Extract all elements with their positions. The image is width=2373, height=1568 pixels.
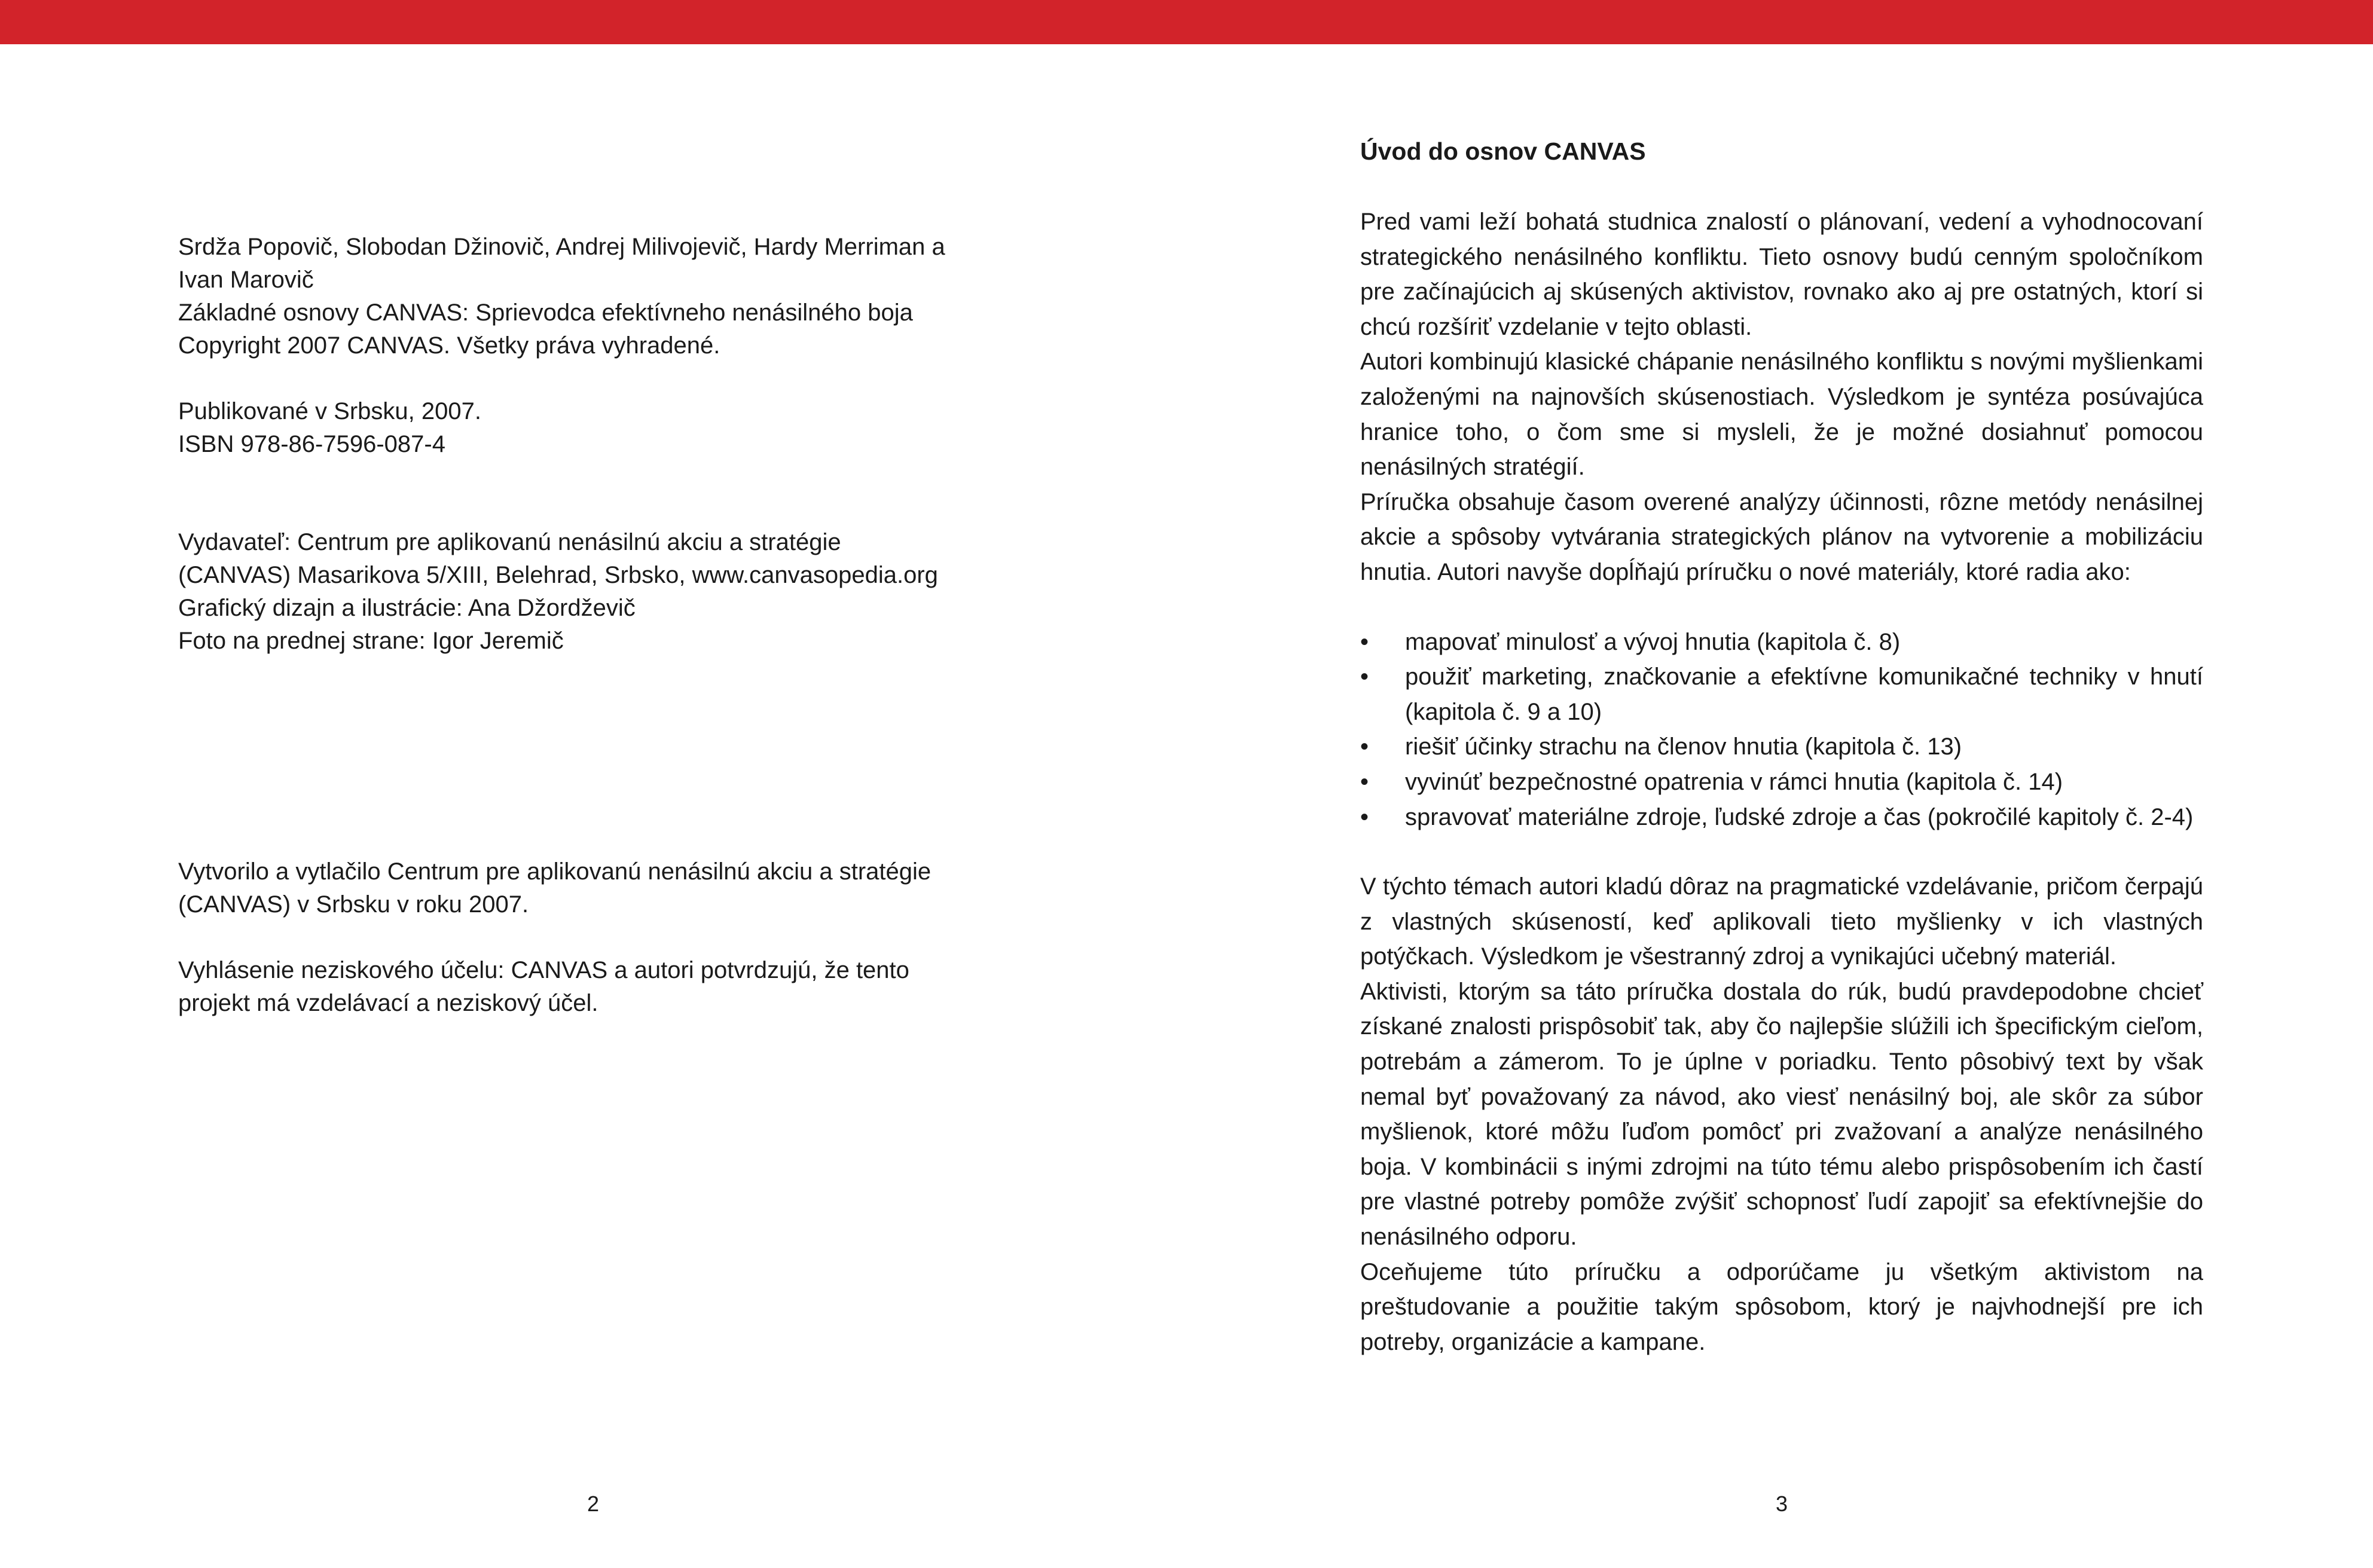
- copyright-line: Copyright 2007 CANVAS. Všetky práva vyhradené.: [178, 332, 720, 359]
- nonprofit-block: [178, 954, 1015, 1020]
- closing-paragraph-2: Aktivisti, ktorým sa táto príručka dostala do rúk, budú pravdepodobne chcieť získané znalosti prispôsobiť tak, aby čo najlepšie slúžili ich špecifickým cieľom, potrebám a zámerom. To je úplne v poriadku. Tento pôsobivý text by však nemal byť považovaný za návod, ako viesť nenásilný boj, ale skôr za súbor myšlienok, ktoré môžu ľuďom pomôcť pri zvažovaní a analýze nenásilného boja. V kombinácii s inými zdrojmi na túto tému alebo prispôsobením ich častí pre vlastné potreby pomôže zvýšiť schopnosť ľudí zapojiť sa efektívnejšie do nenásilného odporu.: [1360, 978, 2203, 1251]
- top-color-bar: [0, 0, 2373, 44]
- list-item-text: vyvinúť bezpečnostné opatrenia v rámci hnutia (kapitola č. 14): [1405, 768, 2063, 795]
- closing-paragraph-3: Oceňujeme túto príručku a odporúčame ju všetkým aktivistom na preštudovanie a použitie takým spôsobom, ktorý je najvhodnejší pre ich potreby, organizácie a kampane.: [1360, 1258, 2203, 1355]
- intro-article: [1360, 134, 2203, 1359]
- bullet-dot: •: [1360, 768, 1369, 795]
- nonprofit-line-2: projekt má vzdelávací a neziskový účel.: [178, 990, 598, 1016]
- publication-block: [178, 395, 1015, 461]
- bullet-dot: •: [1360, 803, 1369, 830]
- authors-block: [178, 231, 1015, 362]
- publisher-line-1: Vydavateľ: Centrum pre aplikovanú nenásilnú akciu a stratégie: [178, 529, 841, 555]
- intro-paragraph-3: Príručka obsahuje časom overené analýzy účinnosti, rôzne metódy nenásilnej akcie a spôsoby vytvárania strategických plánov na vytvorenie a mobilizáciu hnutia. Autori navyše dopĺňajú príručku o nové materiály, ktoré radia ako:: [1360, 488, 2203, 585]
- photo-credit-line: Foto na prednej strane: Igor Jeremič: [178, 628, 564, 654]
- design-credit-line: Grafický dizajn a ilustrácie: Ana Džordževič: [178, 595, 636, 621]
- left-page: [0, 44, 1186, 1568]
- authors-line-2: Ivan Marovič: [178, 267, 314, 293]
- closing-paragraph-1: V týchto témach autori kladú dôraz na pragmatické vzdelávanie, pričom čerpajú z vlastných skúseností, keď aplikovali tieto myšlienky v ich vlastných potýčkach. Výsledkom je všestranný zdroj a vynikajúci učebný materiál.: [1360, 873, 2203, 970]
- bullet-dot: •: [1360, 733, 1369, 760]
- intro-paragraph-2: Autori kombinujú klasické chápanie nenásilného konfliktu s novými myšlienkami založenými na najnovších skúsenostiach. Výsledkom je syntéza posúvajúca hranice toho, o čom sme si mysleli, že je možné dosiahnuť pomocou nenásilných stratégií.: [1360, 349, 2203, 481]
- printed-line-1: Vytvorilo a vytlačilo Centrum pre aplikovanú nenásilnú akciu a stratégie: [178, 858, 932, 885]
- page-number-right: 3: [1775, 1491, 1788, 1516]
- publisher-line-2: (CANVAS) Masarikova 5/XIII, Belehrad, Srbsko, www.canvasopedia.org: [178, 562, 938, 588]
- isbn-line: ISBN 978-86-7596-087-4: [178, 431, 445, 457]
- publisher-block: [178, 526, 1015, 658]
- list-item: [1360, 765, 2203, 800]
- section-heading: Úvod do osnov CANVAS: [1360, 137, 1646, 165]
- bullet-dot: •: [1360, 664, 1369, 690]
- right-page: [1186, 44, 2373, 1568]
- topics-list: [1360, 625, 2203, 835]
- authors-line-1: Srdža Popovič, Slobodan Džinovič, Andrej Milivojevič, Hardy Merriman a: [178, 234, 945, 260]
- bullet-dot: •: [1360, 628, 1369, 655]
- list-item-text: použiť marketing, značkovanie a efektívne komunikačné techniky v hnutí (kapitola č. 9 a 10): [1405, 664, 2203, 725]
- book-title-line: Základné osnovy CANVAS: Sprievodca efektívneho nenásilného boja: [178, 299, 913, 326]
- list-item-text: riešiť účinky strachu na členov hnutia (kapitola č. 13): [1405, 733, 1962, 760]
- list-item-text: spravovať materiálne zdroje, ľudské zdroje a čas (pokročilé kapitoly č. 2-4): [1405, 803, 2194, 830]
- list-item: [1360, 800, 2203, 835]
- intro-paragraph-1: Pred vami leží bohatá studnica znalostí o plánovaní, vedení a vyhodnocovaní strategického nenásilného konfliktu. Tieto osnovy budú cenným spoločníkom pre začínajúcich aj skúsených aktivistov, rovnako ako aj pre ostatných, ktorí si chcú rozšíriť vzdelanie v tejto oblasti.: [1360, 209, 2203, 340]
- nonprofit-line-1: Vyhlásenie neziskového účelu: CANVAS a autori potvrdzujú, že tento: [178, 957, 909, 983]
- list-item: [1360, 729, 2203, 765]
- page-number-left: 2: [587, 1491, 600, 1516]
- list-item-text: mapovať minulosť a vývoj hnutia (kapitola č. 8): [1405, 628, 1901, 655]
- printed-line-2: (CANVAS) v Srbsku v roku 2007.: [178, 891, 529, 918]
- list-item: [1360, 625, 2203, 660]
- printing-block: [178, 855, 1015, 921]
- list-item: [1360, 659, 2203, 729]
- published-line: Publikované v Srbsku, 2007.: [178, 398, 481, 424]
